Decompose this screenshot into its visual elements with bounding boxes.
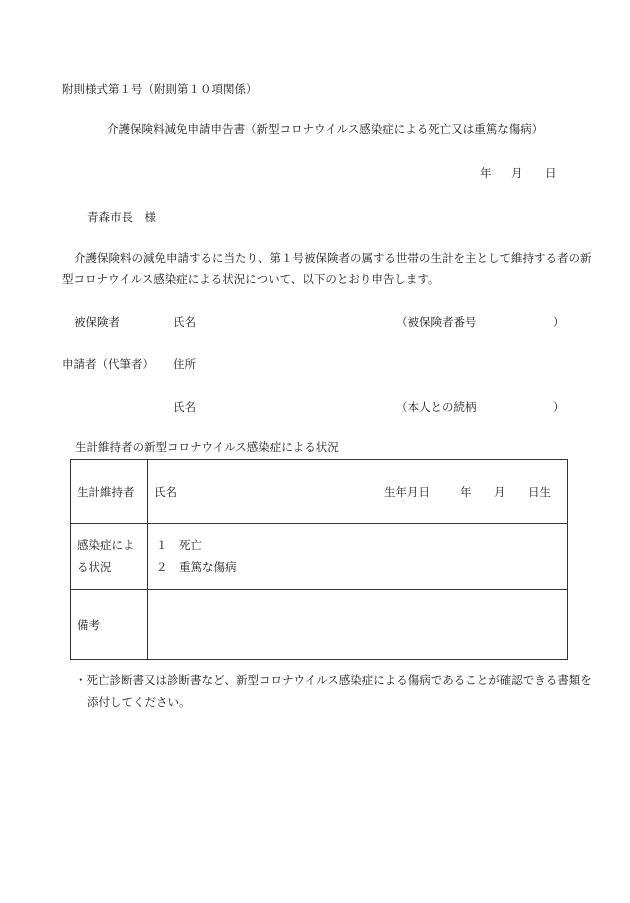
note-line-2: 添付してください。 [87,695,191,710]
applicant-name-label: 氏名 [173,400,196,414]
infection-status-label-cell [71,524,148,590]
insured-name-label: 氏名 [173,315,196,329]
applicant-relation-close: ） [553,400,565,414]
table-heading: 生計維持者の新型コロナウイルス感染症による状況 [75,440,339,454]
remarks-value-cell [148,590,568,660]
addressee: 青森市長 様 [87,210,156,224]
applicant-label: 申請者（代筆者） [62,357,154,371]
option-serious-illness: ２ 重篤な傷病 [156,559,237,574]
table-row-supporter [71,460,568,524]
note-line-1: ・死亡診断書又は診断書など、新型コロナウイルス感染症による傷病であることが確認できる書類を [75,673,592,687]
form-number: 附則様式第１号（附則第１０項関係） [62,82,258,96]
infection-status-options-cell [148,524,568,590]
attachment-note [75,669,592,714]
remarks-label-cell [71,590,148,660]
document-title: 介護保険料減免申請申告書（新型コロナウイルス感染症による死亡又は重篤な傷病） [107,122,544,136]
intro-line-2: 型コロナウイルス感染症による状況について、以下のとおり申告します。 [62,272,440,286]
infection-status-label-line-1: 感染症によ [77,538,135,553]
infection-status-label-line-2: る状況 [77,559,112,574]
insured-number-label: （被保険者番号 [396,315,477,329]
date-day-label: 日 [545,166,557,180]
applicant-address-label: 住所 [173,357,196,371]
date-year-label: 年 [480,166,492,180]
supporter-birth-year: 年 [460,484,472,499]
supporter-birth-label: 生年月日 [384,484,430,499]
table-row-infection-status [71,524,568,590]
status-table [70,459,568,660]
date-month-label: 月 [511,166,523,180]
intro-line-1: 介護保険料の減免申請するに当たり、第１号被保険者の属する世帯の生計を主として維持する者の新 [74,251,592,265]
supporter-birth-day: 日生 [528,484,551,499]
supporter-label-cell [71,460,148,524]
supporter-info-cell [148,460,568,524]
supporter-name-label: 氏名 [154,484,177,499]
supporter-birth-month: 月 [494,484,506,499]
applicant-relation-label: （本人との続柄 [396,400,477,414]
supporter-label: 生計維持者 [77,484,135,499]
insured-number-close: ） [553,315,565,329]
remarks-label: 備考 [77,617,100,632]
insured-label: 被保険者 [74,315,120,329]
table-row-remarks [71,590,568,660]
option-death: １ 死亡 [156,538,202,553]
